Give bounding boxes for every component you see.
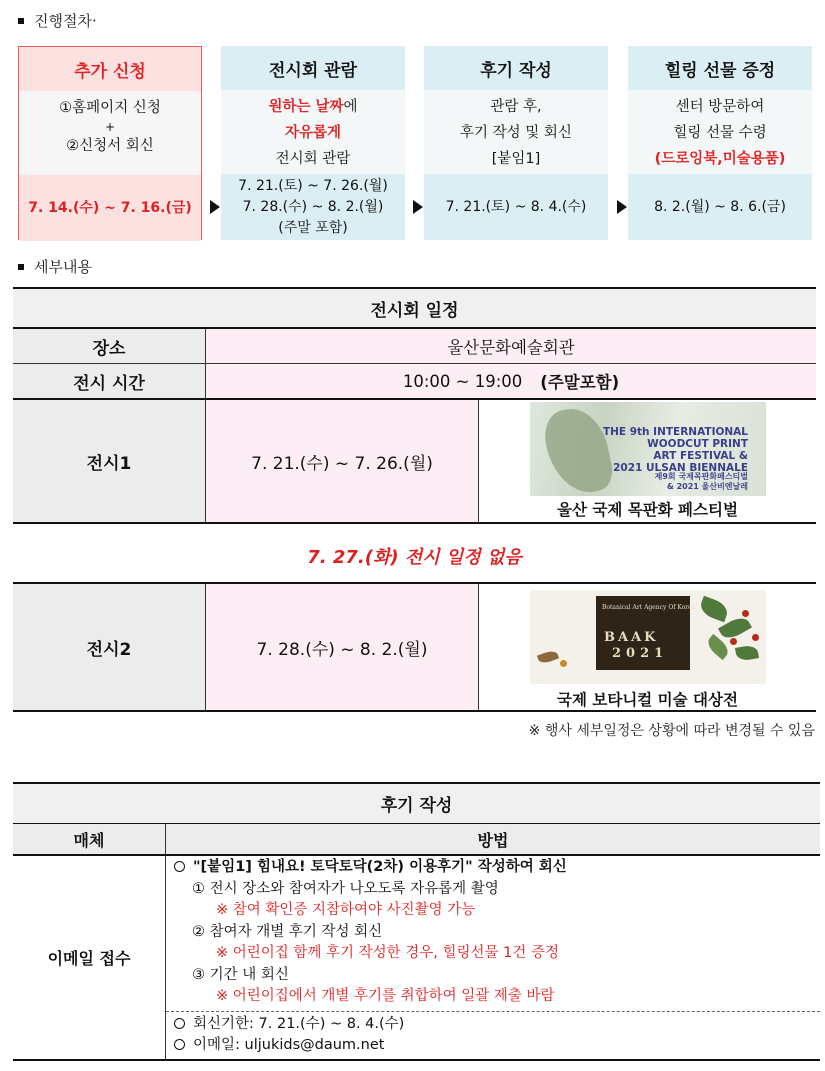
arrow-right-icon [210, 200, 220, 214]
process-step-line: 전시회 관람 [275, 151, 351, 167]
poster-line: 2021 ULSAN BIENNALE [613, 462, 748, 474]
schedule-title: 전시회 일정 [13, 287, 816, 329]
method-step: ② 참여자 개별 후기 작성 회신 [192, 923, 383, 940]
process-step-line: 후기 작성 및 회신 [460, 125, 572, 141]
process-step-1 [18, 46, 202, 240]
detail-heading [18, 256, 92, 277]
botanical-art-poster-image [530, 590, 766, 684]
method-main-text: "[붙임1] 힘내요! 토닥토닥(2차) 이용후기" 작성하여 회신 [193, 859, 567, 875]
method-deadline-text: 회신기한: 7. 21.(수) ~ 8. 4.(수) [193, 1015, 405, 1032]
process-step-date-text: 7. 21.(토) ~ 7. 26.(월) [238, 177, 388, 194]
time-note: (주말포함) [540, 373, 620, 392]
process-step-body [424, 90, 608, 174]
process-step-line: 힐링 선물 수령 [673, 125, 767, 141]
method-contact-block [166, 1011, 820, 1059]
process-step-body [221, 90, 405, 174]
process-step-line: + [104, 120, 116, 134]
schedule-disclaimer: ※ 행사 세부일정은 상황에 따라 변경될 수 있음 [528, 723, 815, 739]
process-step-title: 후기 작성 [424, 46, 608, 90]
exhibit-label: 전시1 [13, 400, 206, 522]
process-step-title: 힐링 선물 증정 [628, 46, 812, 90]
place-value: 울산문화예술회관 [206, 329, 816, 363]
review-header-row [13, 824, 820, 856]
circle-bullet-icon [174, 1018, 185, 1029]
review-title: 후기 작성 [13, 782, 820, 824]
method-step-note: ※ 어린이집에서 개별 후기를 취합하여 일괄 제출 바람 [216, 988, 555, 1004]
exhibit-poster-cell [479, 400, 816, 522]
process-step-date [628, 174, 812, 240]
time-label: 전시 시간 [13, 364, 206, 398]
method-column-header: 방법 [477, 830, 509, 850]
schedule-table [13, 287, 816, 524]
exhibit-row-1 [13, 400, 816, 524]
berry-decoration [752, 634, 759, 641]
process-step-date [221, 174, 405, 240]
method-step: ③ 기간 내 회신 [192, 966, 289, 983]
process-step-date-text: 7. 21.(토) ~ 8. 4.(수) [445, 199, 587, 215]
review-body-row [13, 856, 820, 1061]
method-email-text[interactable]: 이메일: uljukids@daum.net [193, 1037, 385, 1053]
exhibit-caption: 울산 국제 목판화 페스티벌 [557, 501, 738, 519]
exhibit-row-2 [13, 582, 816, 712]
process-step-3 [424, 46, 608, 240]
exhibit-poster-cell [479, 584, 816, 710]
circle-bullet-icon [174, 861, 185, 872]
process-step-date-text: (주말 포함) [278, 219, 348, 236]
method-content [166, 856, 820, 1059]
process-step-suffix: 에 [343, 99, 358, 115]
berry-decoration [742, 610, 749, 617]
process-step-date-text: 7. 14.(수) ~ 7. 16.(금) [28, 200, 192, 216]
process-step-line [221, 94, 405, 120]
process-step-highlight: (드로잉북,미술용품) [654, 151, 786, 167]
process-step-date [19, 175, 201, 241]
process-step-body [628, 90, 812, 174]
leaf-decoration [698, 596, 730, 622]
exhibit-caption: 국제 보타니컬 미술 대상전 [557, 691, 738, 709]
process-step-4 [628, 46, 812, 240]
detail-heading-text: 세부내용 [34, 258, 92, 276]
poster-line: ART FESTIVAL & [653, 450, 748, 462]
arrow-right-icon [617, 200, 627, 214]
media-value: 이메일 접수 [13, 856, 166, 1059]
leaf-decoration [537, 649, 559, 665]
process-step-2 [221, 46, 405, 240]
process-heading [18, 10, 97, 31]
process-step-date-text: 8. 2.(월) ~ 8. 6.(금) [654, 199, 786, 215]
time-value-cell [206, 364, 816, 398]
poster-line: & 2021 울산비엔날레 [666, 482, 748, 491]
process-step-line: 센터 방문하여 [675, 99, 765, 115]
exhibit-dates: 7. 28.(수) ~ 8. 2.(월) [206, 584, 479, 710]
method-main-item [174, 857, 820, 879]
no-exhibit-notice: 7. 27.(화) 전시 일정 없음 [307, 547, 522, 568]
woodcut-festival-poster-image [530, 402, 766, 496]
process-step-line: ②신청서 회신 [66, 138, 154, 154]
poster-line: 제9회 국제목판화페스티벌 [654, 472, 748, 481]
circle-bullet-icon [174, 1039, 185, 1050]
poster-korean-text [655, 472, 748, 492]
exhibit-dates: 7. 21.(수) ~ 7. 26.(월) [206, 400, 479, 522]
process-step-date-text: 7. 28.(수) ~ 8. 2.(월) [242, 198, 384, 215]
process-step-line: [붙임1] [491, 151, 541, 167]
method-step: ① 전시 장소와 참여자가 나오도록 자유롭게 촬영 [192, 880, 499, 897]
leaf-decoration [704, 634, 731, 660]
schedule-row-time [13, 364, 816, 400]
poster-line: BAAK [604, 630, 659, 645]
process-step-highlight: 원하는 날짜 [268, 99, 344, 115]
place-label: 장소 [13, 329, 206, 363]
schedule-row-place [13, 329, 816, 364]
media-column-header: 매체 [13, 824, 166, 854]
review-table [13, 782, 820, 1061]
process-step-body [19, 91, 201, 175]
arrow-right-icon [413, 200, 423, 214]
berry-decoration [560, 660, 567, 667]
process-step-title: 추가 신청 [19, 47, 201, 91]
method-step-note: ※ 어린이집 함께 후기 작성한 경우, 힐링선물 1건 증정 [216, 945, 559, 961]
method-email [174, 1035, 820, 1057]
poster-line: Botanical Art Agency Of Korea [602, 604, 696, 611]
leaf-decoration [735, 644, 759, 662]
poster-line: 2021 [612, 646, 669, 661]
method-deadline [174, 1014, 820, 1036]
process-step-title: 전시회 관람 [221, 46, 405, 90]
process-step-date [424, 174, 608, 240]
method-main-block [166, 856, 820, 1011]
method-step-note: ※ 참여 확인증 지참하여야 사진촬영 가능 [216, 902, 476, 918]
process-step-highlight: 자유롭게 [284, 125, 342, 141]
poster-line: WOODCUT PRINT [647, 438, 748, 450]
berry-decoration [730, 638, 737, 645]
time-value: 10:00 ~ 19:00 [402, 371, 523, 391]
exhibit-label: 전시2 [13, 584, 206, 710]
process-step-line: 관람 후, [490, 99, 542, 115]
poster-english-text [603, 426, 748, 474]
square-bullet-icon [18, 18, 24, 24]
poster-line: THE 9th INTERNATIONAL [602, 426, 748, 438]
schedule-table-2 [13, 582, 816, 712]
process-heading-text: 진행절차· [34, 12, 97, 30]
square-bullet-icon [18, 264, 24, 270]
process-step-line: ①홈페이지 신청 [59, 100, 161, 116]
